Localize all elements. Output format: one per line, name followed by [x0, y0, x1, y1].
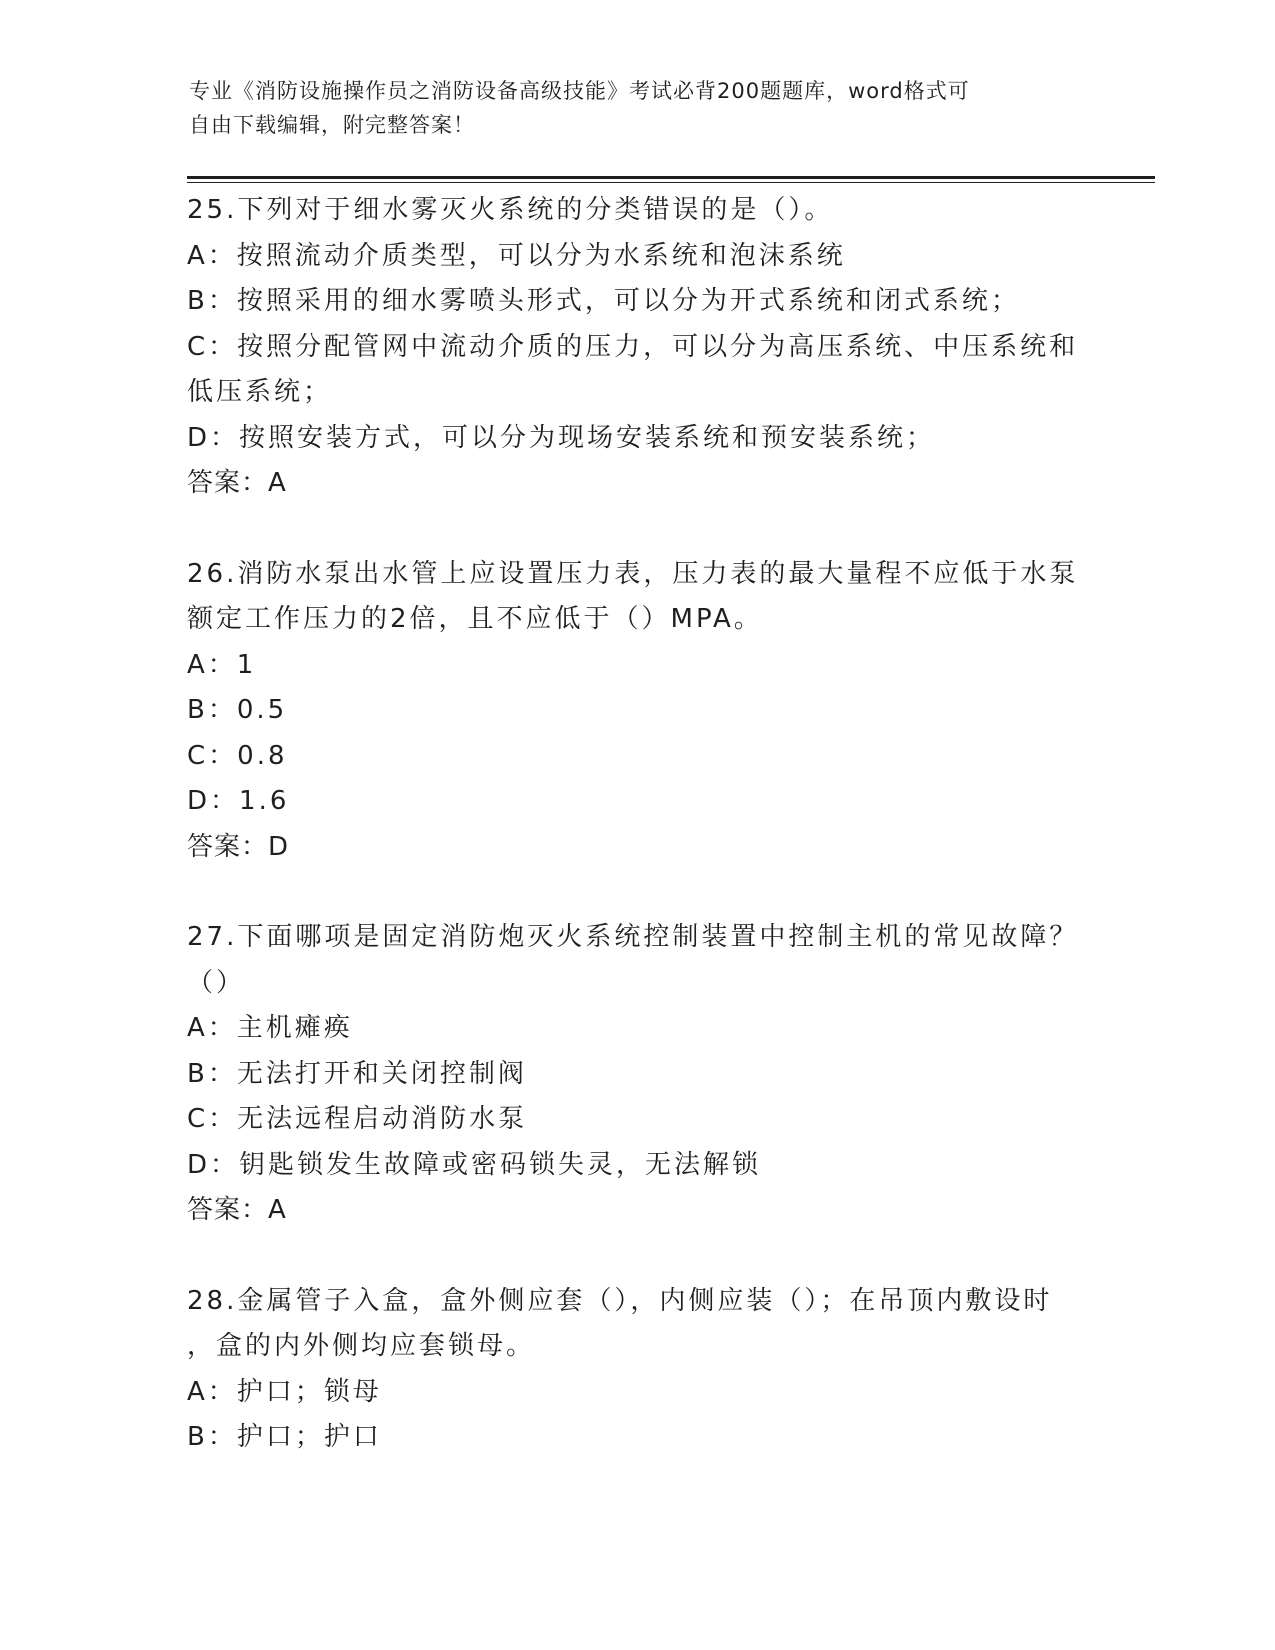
question-27-line-2: （） — [187, 967, 246, 998]
question-25-option-a: A：按照流动介质类型，可以分为水系统和泡沫系统 — [187, 240, 846, 271]
question-28-option-b: B：护口；护口 — [187, 1422, 382, 1452]
question-26-line-2: 额定工作压力的2倍，且不应低于（）MPA。 — [187, 604, 763, 634]
question-25-option-b: B：按照采用的细水雾喷头形式，可以分为开式系统和闭式系统； — [187, 286, 1020, 316]
question-27-text — [187, 915, 1087, 1006]
question-26-line-1: 26.消防水泵出水管上应设置压力表，压力表的最大量程不应低于水泵 — [187, 558, 1079, 589]
header-line-1: 专业《消防设施操作员之消防设备高级技能》考试必背200题题库，word格式可 — [189, 79, 970, 103]
question-28-option-a: A：护口；锁母 — [187, 1376, 382, 1407]
document-header — [189, 74, 1089, 142]
question-26-option-a: A：1 — [187, 649, 257, 680]
question-list — [187, 188, 1087, 1506]
question-25 — [187, 188, 1087, 507]
question-26 — [187, 552, 1087, 871]
question-27 — [187, 915, 1087, 1234]
question-28-line-2: ，盒的内外侧均应套锁母。 — [187, 1331, 536, 1361]
question-25-option-c: C：按照分配管网中流动介质的压力，可以分为高压系统、中压系统和 — [187, 331, 1079, 362]
question-25-text — [187, 188, 1087, 234]
question-28 — [187, 1279, 1087, 1461]
question-27-option-d: D：钥匙锁发生故障或密码锁失灵，无法解锁 — [187, 1149, 762, 1180]
question-28-text — [187, 1279, 1087, 1370]
question-26-option-d: D：1.6 — [187, 786, 290, 816]
question-25-option-d: D：按照安装方式，可以分为现场安装系统和预安装系统； — [187, 422, 936, 453]
header-divider-thick — [187, 176, 1155, 179]
question-26-text — [187, 552, 1087, 643]
header-divider-thin — [187, 182, 1155, 183]
question-25-line-1: 25.下列对于细水雾灭火系统的分类错误的是（）。 — [187, 195, 834, 225]
question-26-option-c: C：0.8 — [187, 740, 288, 771]
question-25-answer: 答案：A — [187, 468, 287, 498]
question-27-option-b: B：无法打开和关闭控制阀 — [187, 1058, 527, 1089]
question-26-option-b: B：0.5 — [187, 695, 288, 725]
question-27-option-c: C：无法远程启动消防水泵 — [187, 1104, 528, 1134]
question-27-line-1: 27.下面哪项是固定消防炮灭火系统控制装置中控制主机的常见故障？ — [187, 922, 1079, 952]
header-line-2: 自由下载编辑，附完整答案！ — [189, 113, 475, 137]
question-28-line-1: 28.金属管子入盒，盒外侧应套（），内侧应装（）；在吊顶内敷设时 — [187, 1285, 1053, 1316]
question-25-option-c-cont: 低压系统； — [187, 377, 333, 407]
question-27-option-a: A：主机瘫痪 — [187, 1013, 353, 1043]
question-27-answer: 答案：A — [187, 1195, 287, 1225]
question-26-answer: 答案：D — [187, 831, 290, 862]
